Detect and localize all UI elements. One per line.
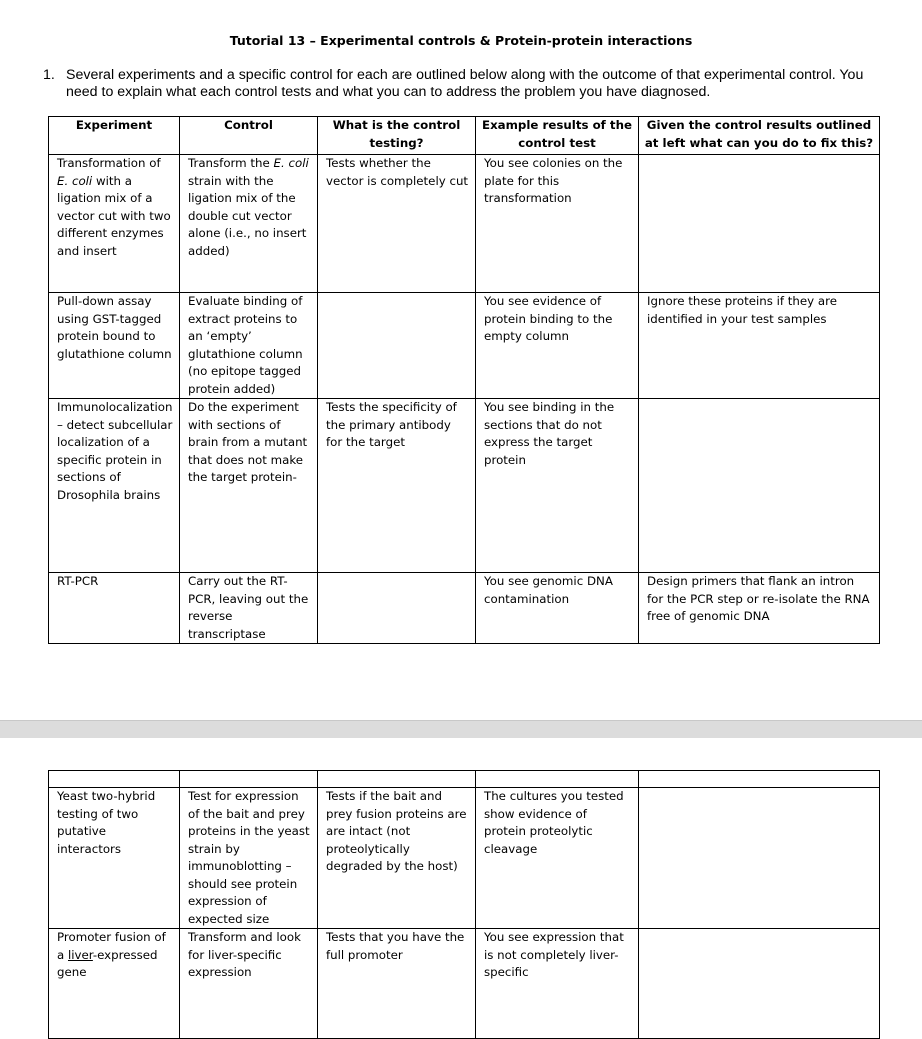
controls-table-continued xyxy=(48,770,880,1039)
cell-testing[interactable] xyxy=(318,573,476,644)
table-row xyxy=(49,155,880,293)
cell-experiment: Yeast two-hybrid testing of two putative interactors xyxy=(49,788,180,929)
cell-control: Transform and look for liver-specific expression xyxy=(180,929,318,1039)
cell-testing: Tests whether the vector is completely cut xyxy=(318,155,476,293)
cell-fix[interactable] xyxy=(639,399,880,573)
question-number: 1. xyxy=(43,67,55,83)
page-title: Tutorial 13 – Experimental controls & Protein-protein interactions xyxy=(229,33,693,48)
document-page-2 xyxy=(0,738,922,1024)
cell-results: The cultures you tested show evidence of protein proteolytic cleavage xyxy=(476,788,639,929)
table-header-row-empty xyxy=(49,771,880,788)
header-results: Example results of the control test xyxy=(476,117,639,155)
cell-testing: Tests if the bait and prey fusion proteins are are intact (not proteolytically degraded by the host) xyxy=(318,788,476,929)
empty-cell xyxy=(318,771,476,788)
header-control: Control xyxy=(180,117,318,155)
empty-cell xyxy=(49,771,180,788)
cell-fix: Design primers that flank an intron for the PCR step or re-isolate the RNA free of genomic DNA xyxy=(639,573,880,644)
empty-cell xyxy=(476,771,639,788)
cell-results: You see binding in the sections that do not express the target protein xyxy=(476,399,639,573)
cell-control: Transform the E. coli strain with the ligation mix of the double cut vector alone (i.e., no insert added) xyxy=(180,155,318,293)
header-experiment: Experiment xyxy=(49,117,180,155)
table-row xyxy=(49,929,880,1039)
table-row xyxy=(49,573,880,644)
controls-table xyxy=(48,116,880,644)
page-separator xyxy=(0,720,922,739)
cell-testing: Tests the specificity of the primary antibody for the target xyxy=(318,399,476,573)
cell-control: Do the experiment with sections of brain from a mutant that does not make the target protein- xyxy=(180,399,318,573)
cell-results: You see colonies on the plate for this transformation xyxy=(476,155,639,293)
table-row xyxy=(49,293,880,399)
cell-control: Carry out the RT-PCR, leaving out the reverse transcriptase xyxy=(180,573,318,644)
empty-cell xyxy=(639,771,880,788)
question-text: Several experiments and a specific control for each are outlined below along with the outcome of that experimental control. You need to explain what each control tests and what you can to address the problem you have diagnosed. xyxy=(66,67,864,100)
header-testing: What is the control testing? xyxy=(318,117,476,155)
cell-results: You see evidence of protein binding to the empty column xyxy=(476,293,639,399)
cell-testing[interactable] xyxy=(318,293,476,399)
cell-experiment: Immunolocalization – detect subcellular localization of a specific protein in sections of Drosophila brains xyxy=(49,399,180,573)
header-fix: Given the control results outlined at left what can you do to fix this? xyxy=(639,117,880,155)
table-row xyxy=(49,788,880,929)
cell-testing: Tests that you have the full promoter xyxy=(318,929,476,1039)
cell-experiment: Transformation of E. coli with a ligation mix of a vector cut with two different enzymes and insert xyxy=(49,155,180,293)
cell-experiment: RT-PCR xyxy=(49,573,180,644)
cell-results: You see expression that is not completely liver-specific xyxy=(476,929,639,1039)
cell-fix[interactable] xyxy=(639,155,880,293)
table-header-row xyxy=(49,117,880,155)
cell-experiment: Promoter fusion of a liver-expressed gene xyxy=(49,929,180,1039)
empty-cell xyxy=(180,771,318,788)
table-row xyxy=(49,399,880,573)
cell-fix[interactable] xyxy=(639,929,880,1039)
cell-fix: Ignore these proteins if they are identified in your test samples xyxy=(639,293,880,399)
cell-control: Evaluate binding of extract proteins to an ‘empty’ glutathione column (no epitope tagged protein added) xyxy=(180,293,318,399)
cell-results: You see genomic DNA contamination xyxy=(476,573,639,644)
cell-fix[interactable] xyxy=(639,788,880,929)
cell-control: Test for expression of the bait and prey proteins in the yeast strain by immunoblotting – should see protein expression of expected size xyxy=(180,788,318,929)
cell-experiment: Pull-down assay using GST-tagged protein bound to glutathione column xyxy=(49,293,180,399)
